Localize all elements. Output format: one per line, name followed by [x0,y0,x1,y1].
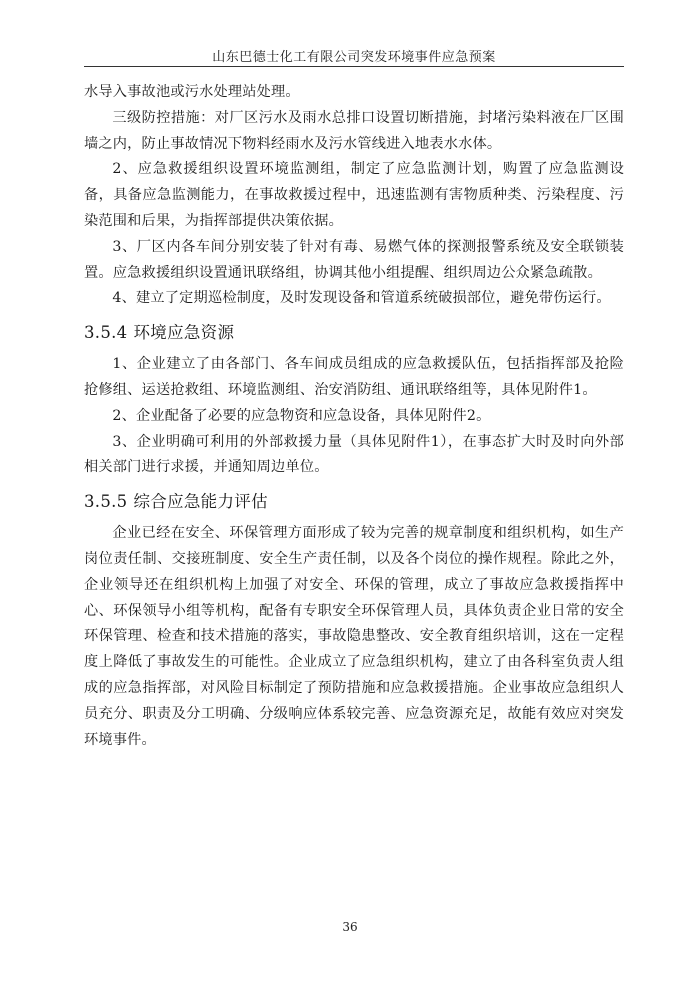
running-header: 山东巴德士化工有限公司突发环境事件应急预案 [212,50,496,65]
section-number: 3.5.4 [84,323,128,343]
page-body [84,80,624,753]
body-paragraph: 三级防控措施：对厂区污水及雨水总排口设置切断措施，封堵污染料液在厂区围墙之内，防止事故情况下物料经雨水及污水管线进入地表水水体。 [84,109,624,152]
body-paragraph: 企业已经在安全、环保管理方面形成了较为完善的规章制度和组织机构，如生产岗位责任制、交接班制度、安全生产责任制，以及各个岗位的操作规程。除此之外，企业领导还在组织机构上加强了对安全、环保的管理，成立了事故应急救援指挥中心、环保领导小组等机构，配备有专职安全环保管理人员，具体负责企业日常的安全环保管理、检查和技术措施的落实，事故隐患整改、安全教育组织培训，这在一定程度上降低了事故发生的可能性。企业成立了应急组织机构，建立了由各科室负责人组成的应急指挥部，对风险目标制定了预防措施和应急救援措施。企业事故应急组织人员充分、职责及分工明确、分级响应体系较完善、应急资源充足，故能有效应对突发环境事件。 [84,525,624,748]
body-paragraph: 水导入事故池或污水处理站处理。 [84,84,300,100]
section-title-text: 环境应急资源 [133,323,235,343]
page-number: 36 [342,920,358,934]
body-paragraph: 3、企业明确可利用的外部救援力量（具体见附件1），在事态扩大时及时向外部相关部门进行求援，并通知周边单位。 [84,433,624,476]
section-heading [84,489,624,515]
body-paragraph: 3、厂区内各车间分别安装了针对有毒、易燃气体的探测报警系统及安全联锁装置。应急救援组织设置通讯联络组，协调其他小组提醒、组织周边公众紧急疏散。 [84,238,624,281]
header-rule [84,66,624,67]
section-heading [84,320,624,346]
section-number: 3.5.5 [84,492,128,512]
section-title-text: 综合应急能力评估 [133,492,268,512]
body-paragraph: 2、企业配备了必要的应急物资和应急设备，具体见附件2。 [112,407,491,424]
body-paragraph: 4、建立了定期巡检制度，及时发现设备和管道系统破损部位，避免带伤运行。 [112,290,611,307]
body-paragraph: 2、应急救援组织设置环境监测组，制定了应急监测计划，购置了应急监测设备，具备应急监测能力，在事故救援过程中，迅速监测有害物质种类、污染程度、污染范围和后果，为指挥部提供决策依据。 [84,161,624,229]
body-paragraph: 1、企业建立了由各部门、各车间成员组成的应急救援队伍，包括指挥部及抢险抢修组、运送抢救组、环境监测组、治安消防组、通讯联络组等，具体见附件1。 [84,356,624,398]
